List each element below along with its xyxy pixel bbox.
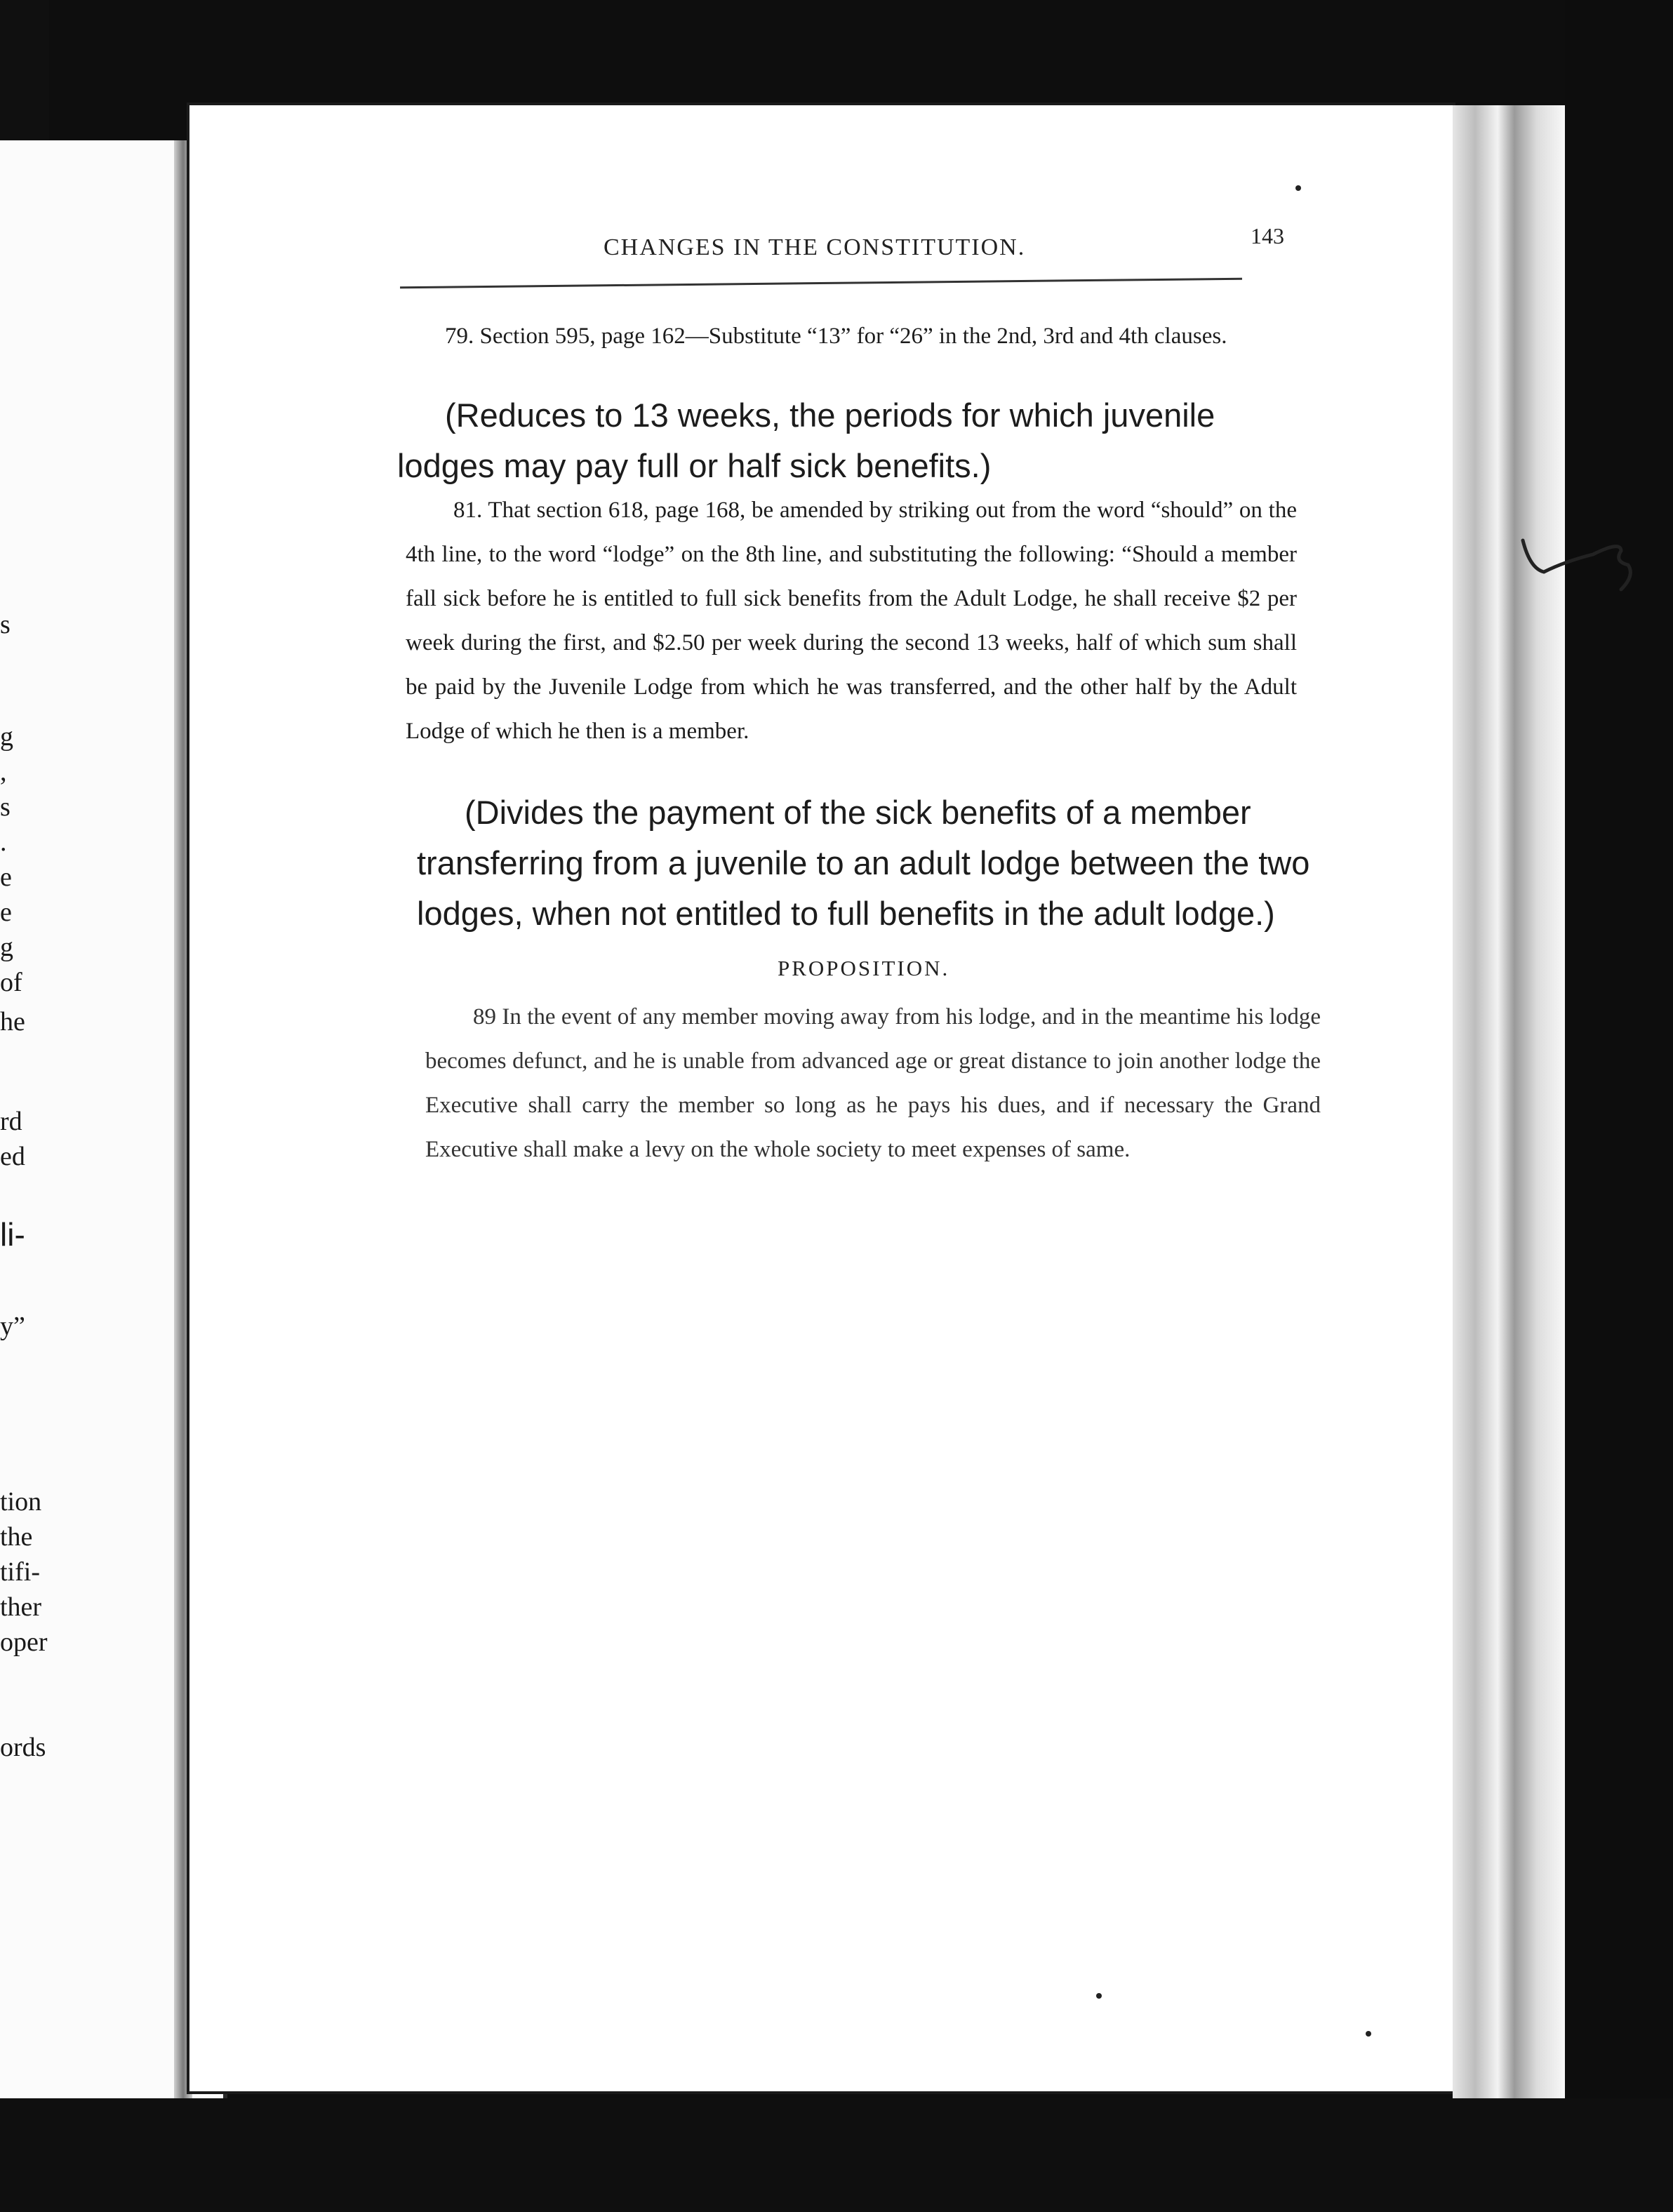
left-fragment: y” <box>0 1312 25 1341</box>
note-79: (Reduces to 13 weeks, the periods for which juvenile lodges may pay full or half sick benefits.) <box>397 397 1215 484</box>
left-fragment: tion <box>0 1487 42 1517</box>
left-fragment: . <box>0 827 7 857</box>
left-fragment: ords <box>0 1733 46 1762</box>
left-fragment: the <box>0 1522 33 1552</box>
film-border <box>1453 2105 1565 2212</box>
left-fragment: oper <box>0 1627 48 1657</box>
item-79: 79. Section 595, page 162—Substitute “13” for “26” in the 2nd, 3rd and 4th clauses. <box>445 324 1227 349</box>
left-fragment: s <box>0 610 11 639</box>
item-89: 89 In the event of any member moving away from his lodge, and in the meantime his lodge becomes defunct, and he is unable from advanced age or great distance to join another lodge the Executive shall carry the member so long as he pays his dues, and if necessary the Grand Executive shall make a levy on the whole society to meet expenses of same. <box>425 1004 1321 1162</box>
page-number: 143 <box>1251 223 1284 248</box>
speck <box>1295 185 1301 191</box>
film-border <box>0 0 49 140</box>
page-stack-edge <box>1453 105 1565 2105</box>
speck <box>1096 1993 1102 1999</box>
left-fragment: s <box>0 792 11 822</box>
left-fragment: tifi- <box>0 1557 40 1587</box>
left-fragment: , <box>0 757 7 787</box>
note-81: (Divides the payment of the sick benefits of a member transferring from a juvenile to an adult lodge between the two lodges, when not entitled to full benefits in the adult lodge.) <box>417 794 1310 932</box>
speck <box>1366 2031 1371 2037</box>
film-border <box>0 2098 1673 2212</box>
film-border <box>1565 0 1673 2212</box>
left-fragment: rd <box>0 1107 22 1136</box>
left-fragment: g <box>0 722 13 752</box>
running-head: CHANGES IN THE CONSTITUTION. <box>604 234 1026 260</box>
left-fragment: e <box>0 898 12 927</box>
left-fragment: ther <box>0 1592 42 1622</box>
left-fragment: ed <box>0 1142 25 1171</box>
left-fragment: of <box>0 968 22 997</box>
left-fragment: e <box>0 862 12 892</box>
handwritten-margin-mark <box>1516 519 1642 597</box>
proposition-heading: PROPOSITION. <box>778 956 950 980</box>
item-81: 81. That section 618, page 168, be amended by striking out from the word “should” on the 4th line, to the word “lodge” on the 8th line, and substituting the following: “Should a member fall sick before he is entitled to full sick benefits from the Adult Lodge, he shall receive $2 per week during the first, and $2.50 per week during the second 13 weeks, half of which sum shall be paid by the Juvenile Lodge from which he was transferred, and the other half by the Adult Lodge of which he then is a member. <box>406 498 1297 744</box>
left-fragment: he <box>0 1007 25 1037</box>
left-fragment: li- <box>0 1216 25 1253</box>
left-fragment: g <box>0 933 13 962</box>
